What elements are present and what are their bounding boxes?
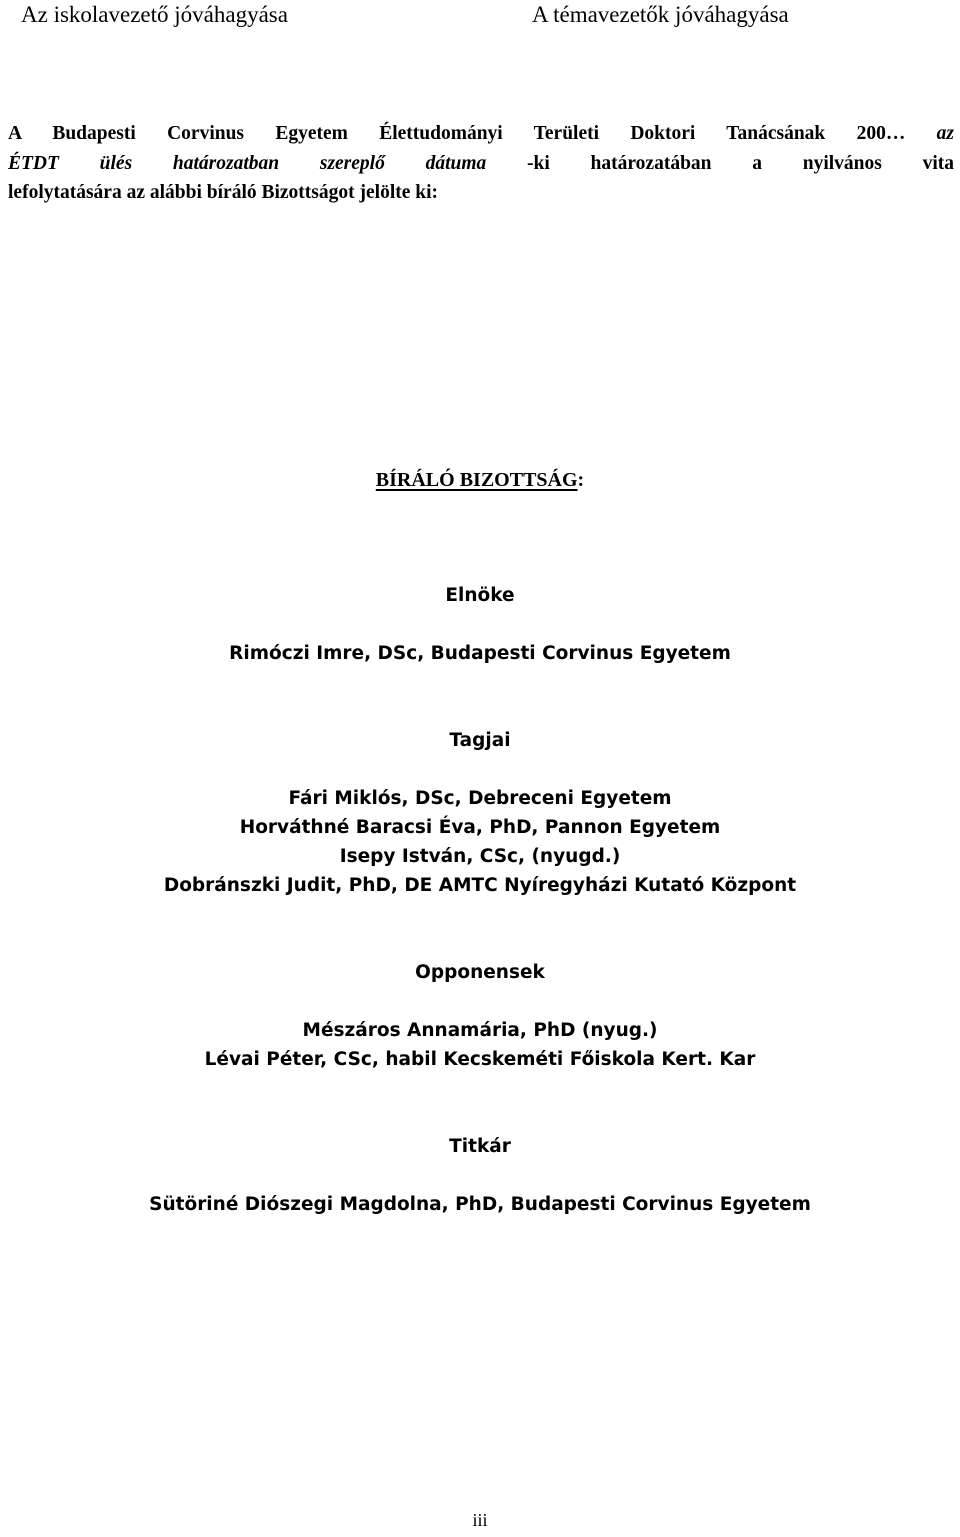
intro-paragraph: [8, 119, 954, 208]
member-1: Fári Miklós, DSc, Debreceni Egyetem: [288, 788, 672, 809]
chair-title: Elnöke: [445, 585, 515, 606]
intro-line-3: lefolytatására az alábbi bíráló Bizottságot jelölte ki:: [8, 182, 439, 203]
members-title: Tagjai: [449, 730, 511, 751]
opponent-2: Lévai Péter, CSc, habil Kecskeméti Főiskola Kert. Kar: [204, 1049, 756, 1070]
supervisors-approval-label: A témavezetők jóváhagyása: [532, 2, 789, 27]
intro-line-1-text: A Budapesti Corvinus Egyetem Élettudományi Területi Doktori Tanácsának 200…: [8, 123, 906, 144]
member-4: [0, 872, 960, 900]
member-4-institution: DE AMTC Nyíregyházi Kutató Központ: [404, 875, 797, 896]
committee-heading-text: BÍRÁLÓ BIZOTTSÁG: [375, 469, 578, 491]
intro-line-2: [8, 149, 954, 179]
chair-name: Rimóczi Imre, DSc, Budapesti Corvinus Egyetem: [229, 643, 731, 664]
member-4-name: Dobránszki Judit, PhD,: [163, 875, 398, 896]
committee-heading-colon: :: [577, 469, 585, 491]
intro-line-1-tail: az: [936, 123, 954, 144]
opponent-1: Mészáros Annamária, PhD (nyug.): [302, 1020, 658, 1041]
intro-line-2-text: -ki határozatában a nyilvános vita: [527, 152, 955, 174]
secretary-name: Sütöriné Diószegi Magdolna, PhD, Budapesti Corvinus Egyetem: [149, 1194, 811, 1215]
intro-line-1: [8, 119, 954, 149]
secretary-title: Titkár: [449, 1136, 511, 1157]
page-number: iii: [472, 1510, 488, 1530]
opponents-title: Opponensek: [415, 962, 545, 983]
intro-line-2-italic: ÉTDT ülés határozatban szereplő dátuma: [8, 152, 487, 174]
committee-heading: [0, 466, 960, 494]
school-head-approval-label: Az iskolavezető jóváhagyása: [21, 2, 288, 27]
member-2: Horváthné Baracsi Éva, PhD, Pannon Egyetem: [239, 817, 721, 838]
member-3: Isepy István, CSc, (nyugd.): [339, 846, 621, 867]
